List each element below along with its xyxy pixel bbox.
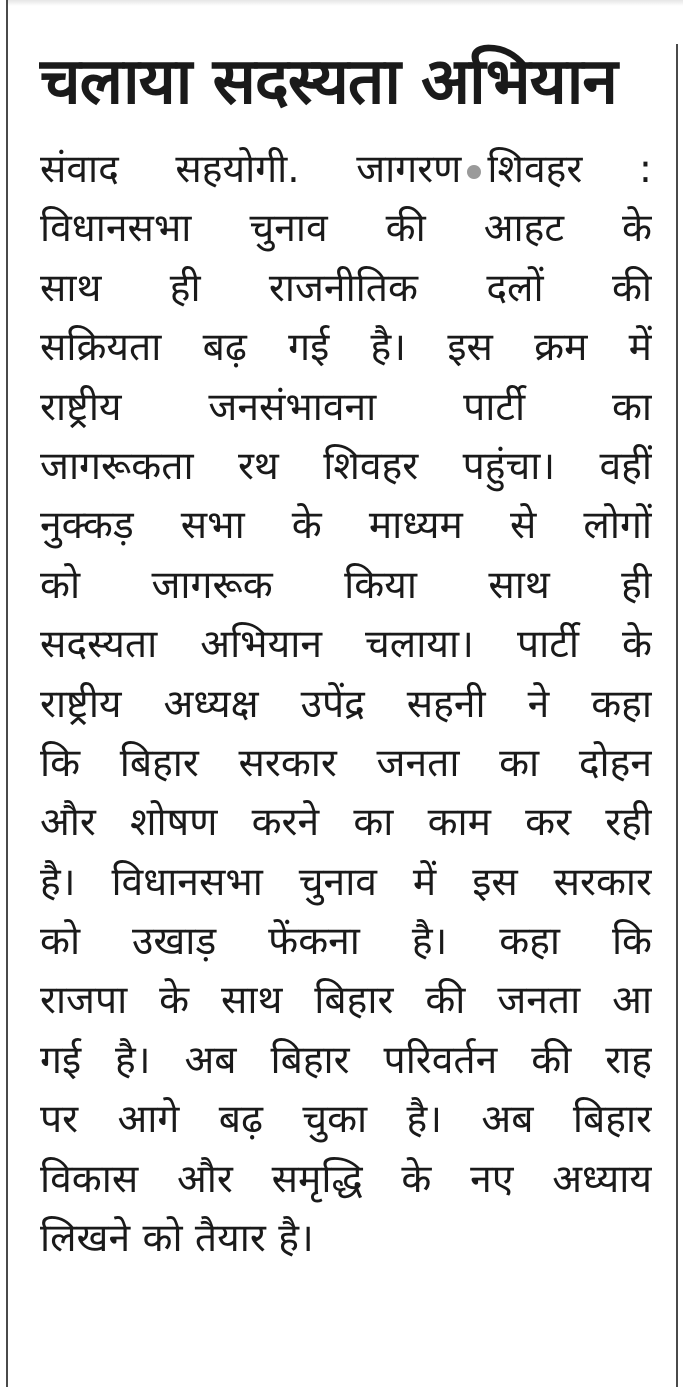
body-line: राजपा के साथ बिहार की जनता आ [40,978,652,1024]
body-line: को जागरूक किया साथ ही [40,562,652,608]
body-line: राष्ट्रीय जनसंभावना पार्टी का [40,384,652,430]
news-article [40,34,652,1268]
body-line: गई है। अब बिहार परिवर्तन की राह [40,1037,652,1083]
body-line: साथ ही राजनीतिक दलों की [40,265,652,311]
body-line: पर आगे बढ़ चुका है। अब बिहार [40,1097,652,1143]
dateline-source: संवाद सहयोगी. जागरण [40,147,462,192]
body-line: विधानसभा चुनाव की आहट के [40,206,652,252]
body-line: सदस्यता अभियान चलाया। पार्टी के [40,622,652,668]
body-line: विकास और समृद्धि के नए अध्याय [40,1156,652,1202]
article-headline: चलाया सदस्यता अभियान [40,45,617,119]
body-line: को उखाड़ फेंकना है। कहा कि [40,919,652,965]
article-body [40,140,652,1268]
body-line: नुक्कड़ सभा के माध्यम से लोगों [40,503,652,549]
body-line: है। विधानसभा चुनाव में इस सरकार [40,859,652,905]
body-line: कि बिहार सरकार जनता का दोहन [40,740,652,786]
dateline-location: शिवहर : [487,147,652,192]
body-line: राष्ट्रीय अध्यक्ष उपेंद्र सहनी ने कहा [40,681,652,727]
column-rule-right [676,44,678,1387]
dateline-bullet-icon [467,165,481,179]
body-line: जागरूकता रथ शिवहर पहुंचा। वहीं [40,443,652,489]
body-line: और शोषण करने का काम कर रही [40,800,652,846]
body-line: सक्रियता बढ़ गई है। इस क्रम में [40,325,652,371]
body-line: लिखने को तैयार है। [40,1216,314,1262]
page-top-edge [8,0,683,6]
column-rule-left [6,0,8,1387]
dateline [40,140,652,199]
